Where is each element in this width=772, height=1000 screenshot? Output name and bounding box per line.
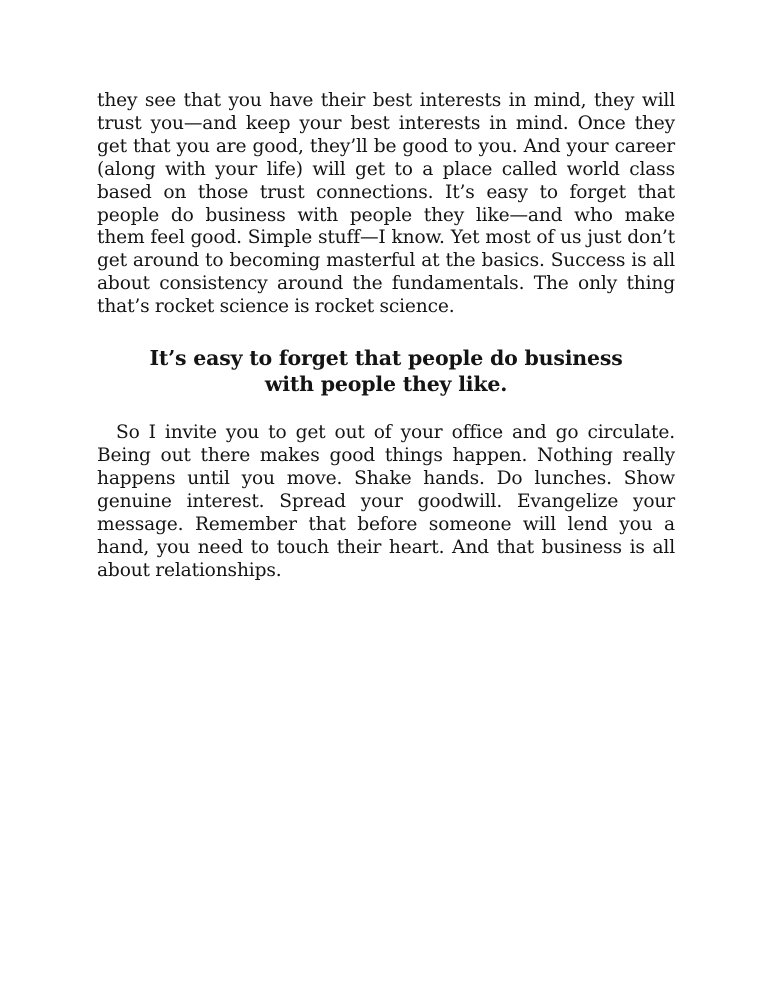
body-paragraph-2: So I invite you to get out of your office and go circulate. Being out there makes good things happen. Nothing really happens until you move. Shake hands. Do lunches. Show genuine interest. Spread your goodwill. Evangelize your message. Remember that before someone will lend you a hand, you need to touch their heart. And that business is all about relationships. <box>97 422 675 581</box>
pull-quote-line-2: with people they like. <box>264 372 508 397</box>
pull-quote <box>97 345 675 397</box>
pull-quote-line-1: It’s easy to forget that people do business <box>149 346 623 371</box>
page-body <box>97 90 675 582</box>
body-paragraph-1: they see that you have their best interests in mind, they will trust you—and keep your best interests in mind. Once they get that you are good, they’ll be good to you. And your career (along with your life) will get to a place called world class based on those trust connections. It’s easy to forget that people do business with people they like—and who make them feel good. Simple stuff—I know. Yet most of us just don’t get around to becoming masterful at the basics. Success is all about consistency around the fundamentals. The only thing that’s rocket science is rocket science. <box>97 90 675 318</box>
